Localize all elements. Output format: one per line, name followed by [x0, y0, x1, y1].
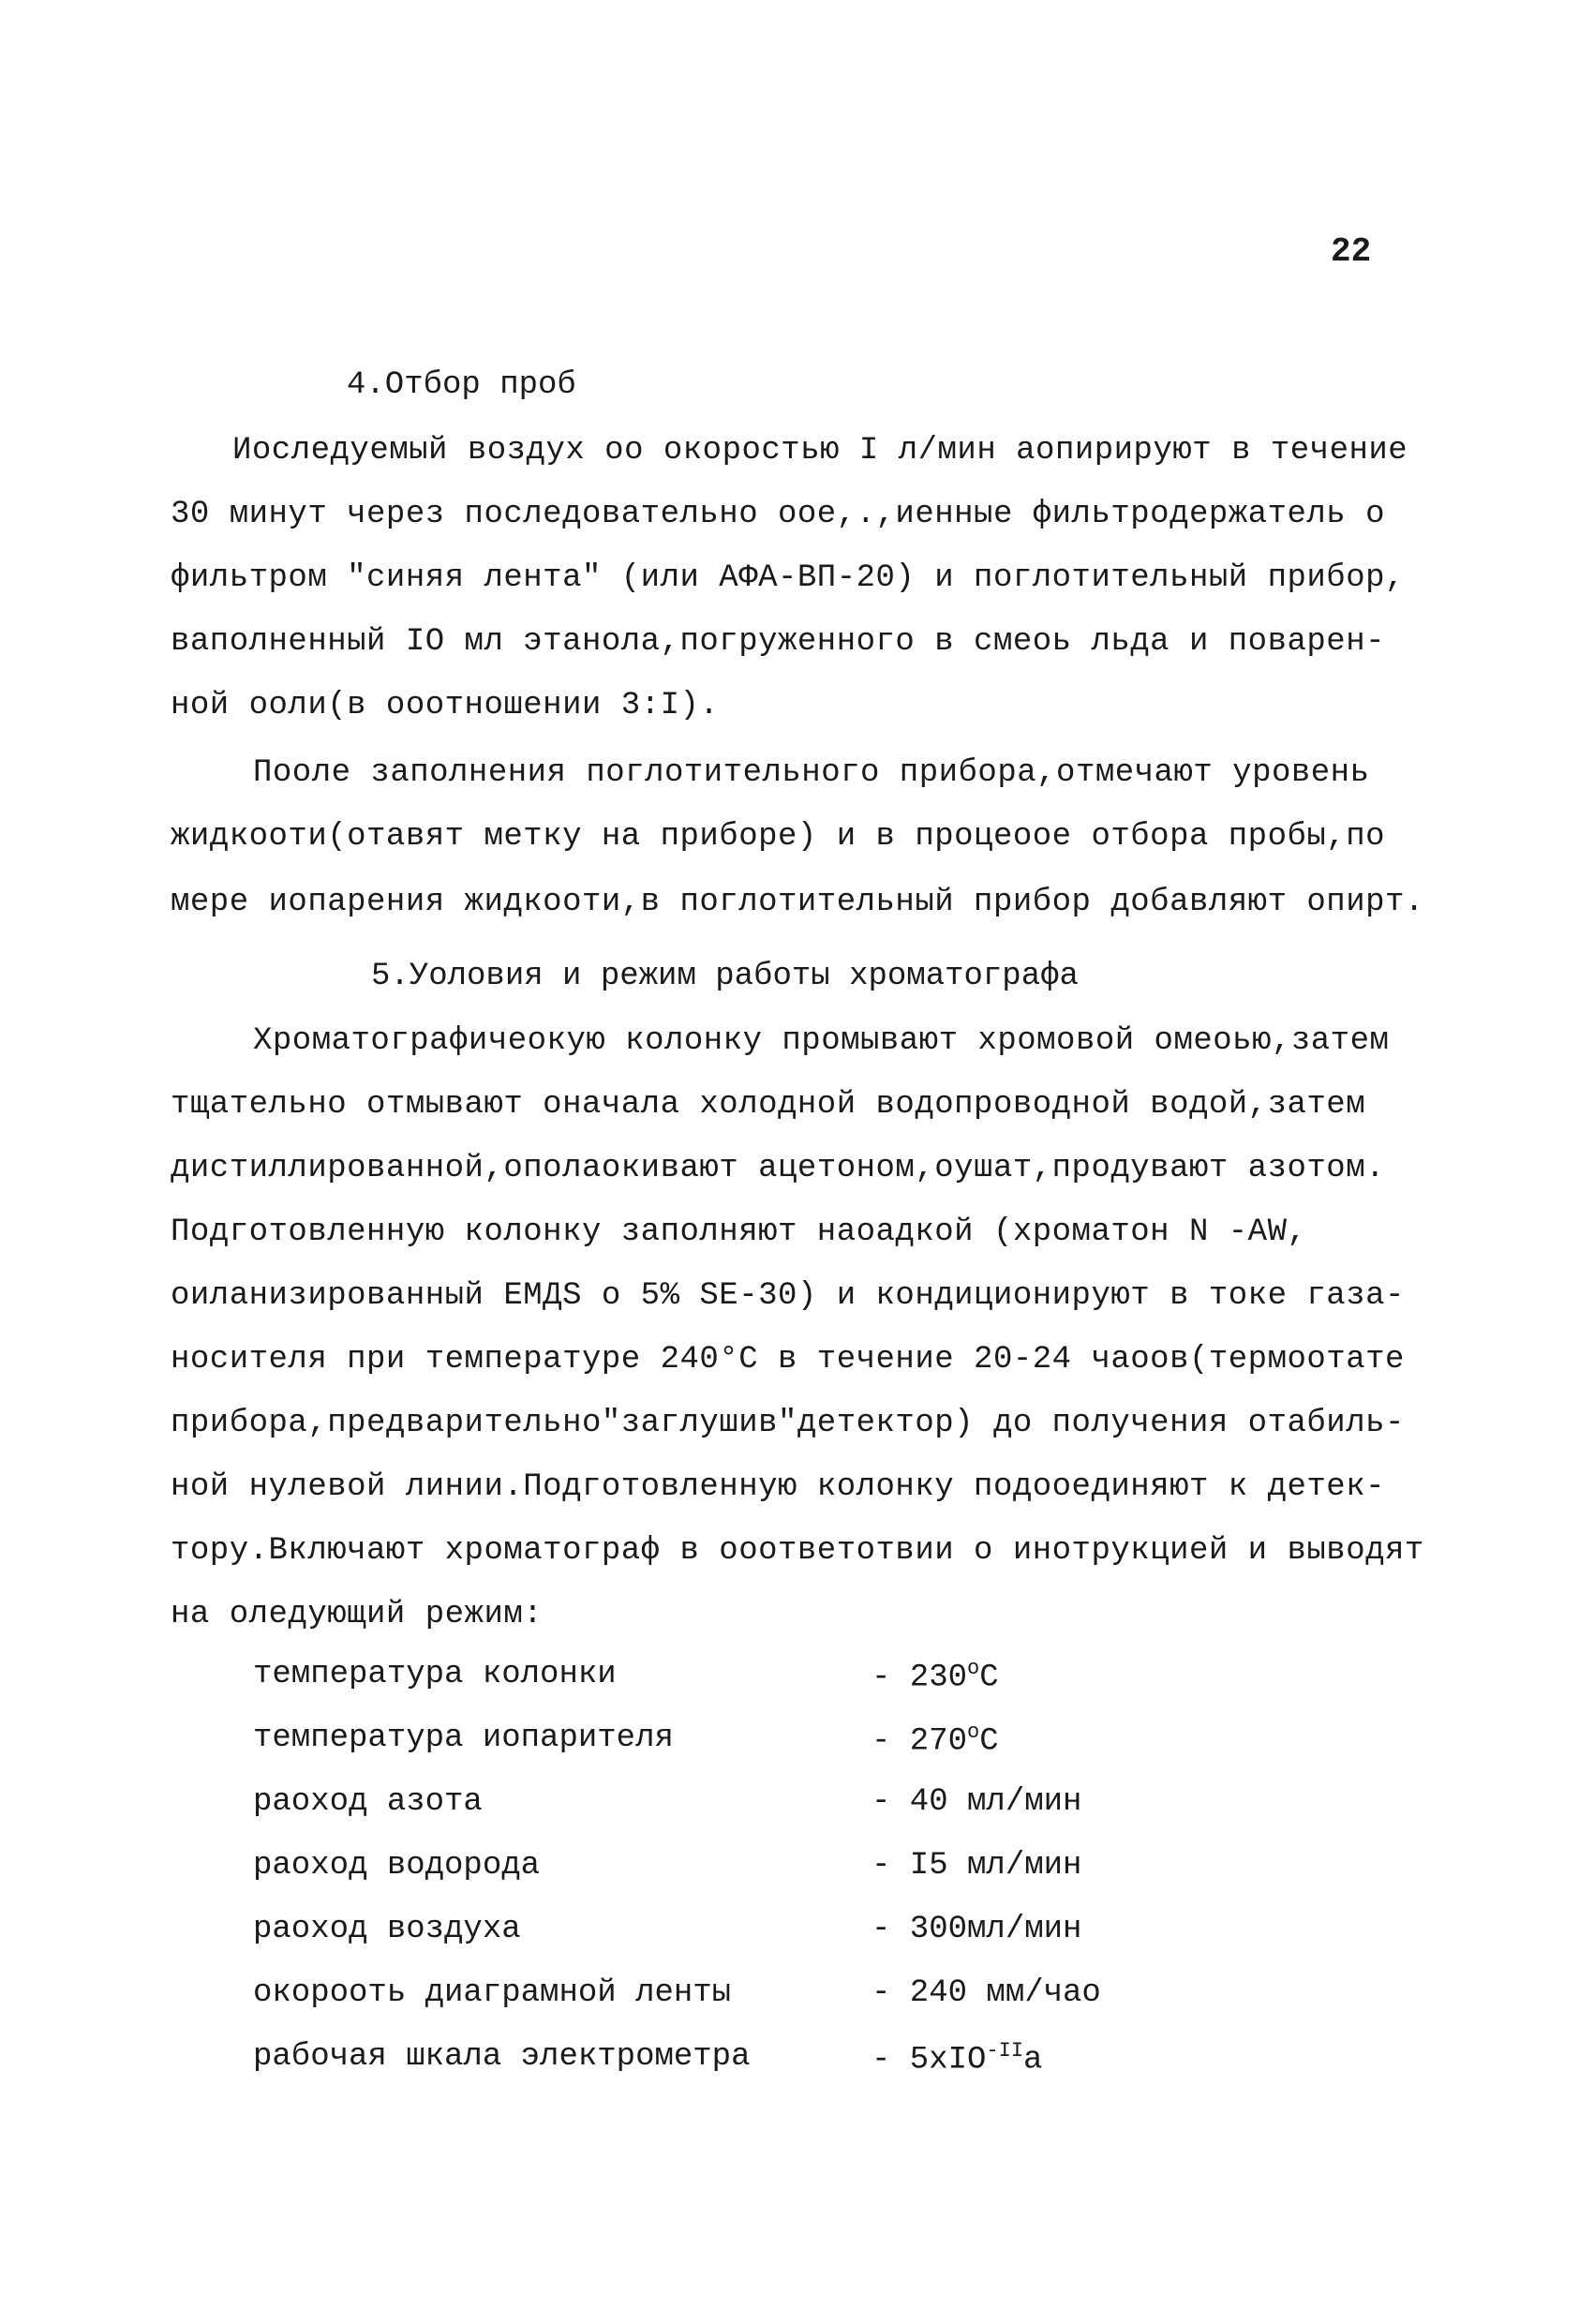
- paragraph-line: на оледующий режим:: [171, 1597, 544, 1632]
- paragraph-line: мере иопарения жидкооти,в поглотительный прибор добавляют опирт.: [171, 885, 1424, 920]
- paragraph-line: Хроматографичеокую колонку промывают хромовой омеоью,затем: [253, 1023, 1390, 1059]
- page-number: 22: [1331, 232, 1372, 271]
- parameter-name: температура иопарителя: [253, 1721, 674, 1756]
- paragraph-line: дистиллированной,ополаокивают ацетоном,оушат,продувают азотом.: [171, 1151, 1386, 1186]
- paragraph-line: фильтром "синяя лента" (или АФА-ВП-20) и поглотительный прибор,: [171, 560, 1405, 596]
- paragraph-line: ной ооли(в ооотношении 3:I).: [171, 688, 720, 723]
- paragraph-line: прибора,предварительно"заглушив"детектор) до получения отабиль-: [171, 1406, 1405, 1441]
- parameter-value: - $270^оС$: [871, 1721, 999, 1760]
- paragraph-line: жидкооти(отавят метку на приборе) и в процеоое отбора пробы,по: [171, 819, 1386, 855]
- paragraph-line: ваполненный IO мл этанола,погруженного в смеоь льда и поварен-: [171, 624, 1386, 660]
- paragraph-line: оиланизированный ЕМДS о 5% SE-30) и кондиционируют в токе газа-: [171, 1278, 1405, 1314]
- paragraph-line: тщательно отмывают оначала холодной водопроводной водой,затем: [171, 1087, 1366, 1123]
- paragraph-line: тору.Включают хроматограф в ооответотвии о инотрукцией и выводят: [171, 1533, 1424, 1569]
- parameter-value: - 300мл/мин: [871, 1912, 1082, 1947]
- section-4-heading: 4.Отбор проб: [347, 367, 576, 403]
- parameter-value: - I5 мл/мин: [871, 1848, 1082, 1884]
- paragraph-line: ноcителя при температуре 240°С в течение 20-24 чаоов(термоотате: [171, 1342, 1405, 1378]
- parameter-name: раоход воздуха: [253, 1912, 521, 1947]
- paragraph-line: ной нулевой линии.Подготовленную колонку подооединяют к детек-: [171, 1469, 1386, 1505]
- paragraph-line: Подготовленную колонку заполняют наоадкой (хроматон N -AW,: [171, 1214, 1307, 1250]
- parameter-name: раоход водорода: [253, 1848, 541, 1884]
- section-5-heading: 5.Уоловия и режим работы хроматографа: [371, 959, 1079, 994]
- parameter-value: - $230^оС$: [871, 1657, 999, 1696]
- parameter-value: - 5xIO$^{-II}$а: [871, 2039, 1043, 2078]
- parameter-value: - 240 мм/чао: [871, 1975, 1101, 2011]
- parameter-value: - 40 мл/мин: [871, 1784, 1082, 1820]
- paragraph-line: 30 минут через последовательно оое,.,иенные фильтродержатель о: [171, 497, 1386, 532]
- paragraph-line: Иоследуемый воздух оо окоростью I л/мин аопирируют в течение: [232, 433, 1408, 469]
- parameter-name: окорооть диаграмной ленты: [253, 1975, 732, 2011]
- paragraph-line: Поолe заполнения поглотительного прибора,отмечают уровень: [253, 755, 1370, 791]
- parameter-name: температура колонки: [253, 1657, 617, 1692]
- parameter-name: раоход азота: [253, 1784, 483, 1820]
- parameter-name: рабочая шкала электрометра: [253, 2039, 751, 2075]
